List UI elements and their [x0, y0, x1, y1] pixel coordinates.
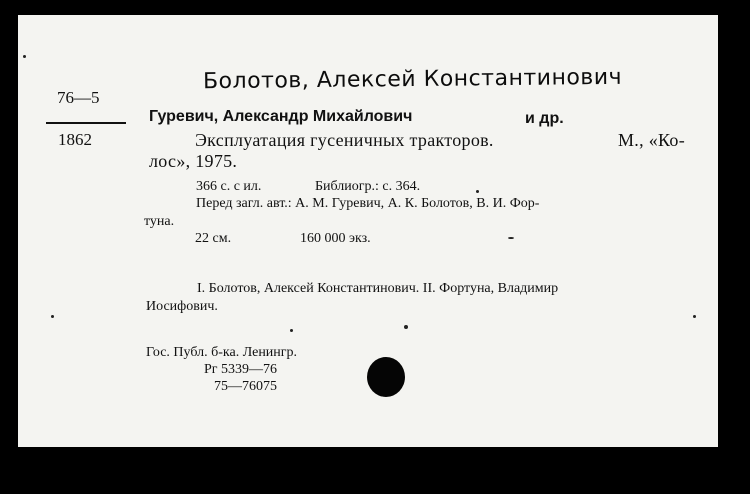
library-code-2: 75—76075 — [214, 379, 277, 394]
catalog-card — [18, 15, 718, 447]
pages-note: 366 с. с ил. — [196, 179, 262, 194]
title-line-1: Эксплуатация гусеничных тракторов. — [195, 130, 494, 150]
call-number-divider — [46, 122, 126, 124]
copies-note: 160 000 экз. — [300, 231, 371, 246]
library-name: Гос. Публ. б-ка. Ленингр. — [146, 345, 298, 360]
library-code-1: Рг 5339—76 — [204, 362, 278, 377]
ink-speck — [508, 237, 514, 239]
ink-speck — [476, 190, 479, 193]
punch-hole — [367, 357, 405, 397]
ink-speck — [23, 55, 26, 58]
authors-note-line-1: Перед загл. авт.: А. М. Гуревич, А. К. Болотов, В. И. Фор- — [196, 196, 540, 211]
added-entries-line-1: I. Болотов, Алексей Константинович. II. Фортуна, Владимир — [197, 281, 559, 296]
ink-speck — [290, 329, 293, 332]
bibliography-note: Библиогр.: с. 364. — [315, 179, 421, 194]
authors-note-line-2: туна. — [144, 214, 175, 229]
main-entry-author-suffix: и др. — [525, 110, 564, 127]
title-line-2: лос», 1975. — [149, 151, 238, 171]
ink-speck — [51, 315, 54, 318]
call-number-top: 76—5 — [57, 88, 100, 107]
added-entries-line-2: Иосифович. — [146, 299, 218, 314]
handwritten-heading: Болотов, Алексей Константинович — [202, 64, 623, 95]
call-number-bottom: 1862 — [58, 130, 92, 149]
imprint-line-1: М., «Ко- — [618, 130, 686, 150]
size-note: 22 см. — [195, 231, 232, 246]
ink-speck — [404, 325, 408, 329]
main-entry-author: Гуревич, Александр Михайлович — [149, 108, 413, 125]
ink-speck — [693, 315, 696, 318]
